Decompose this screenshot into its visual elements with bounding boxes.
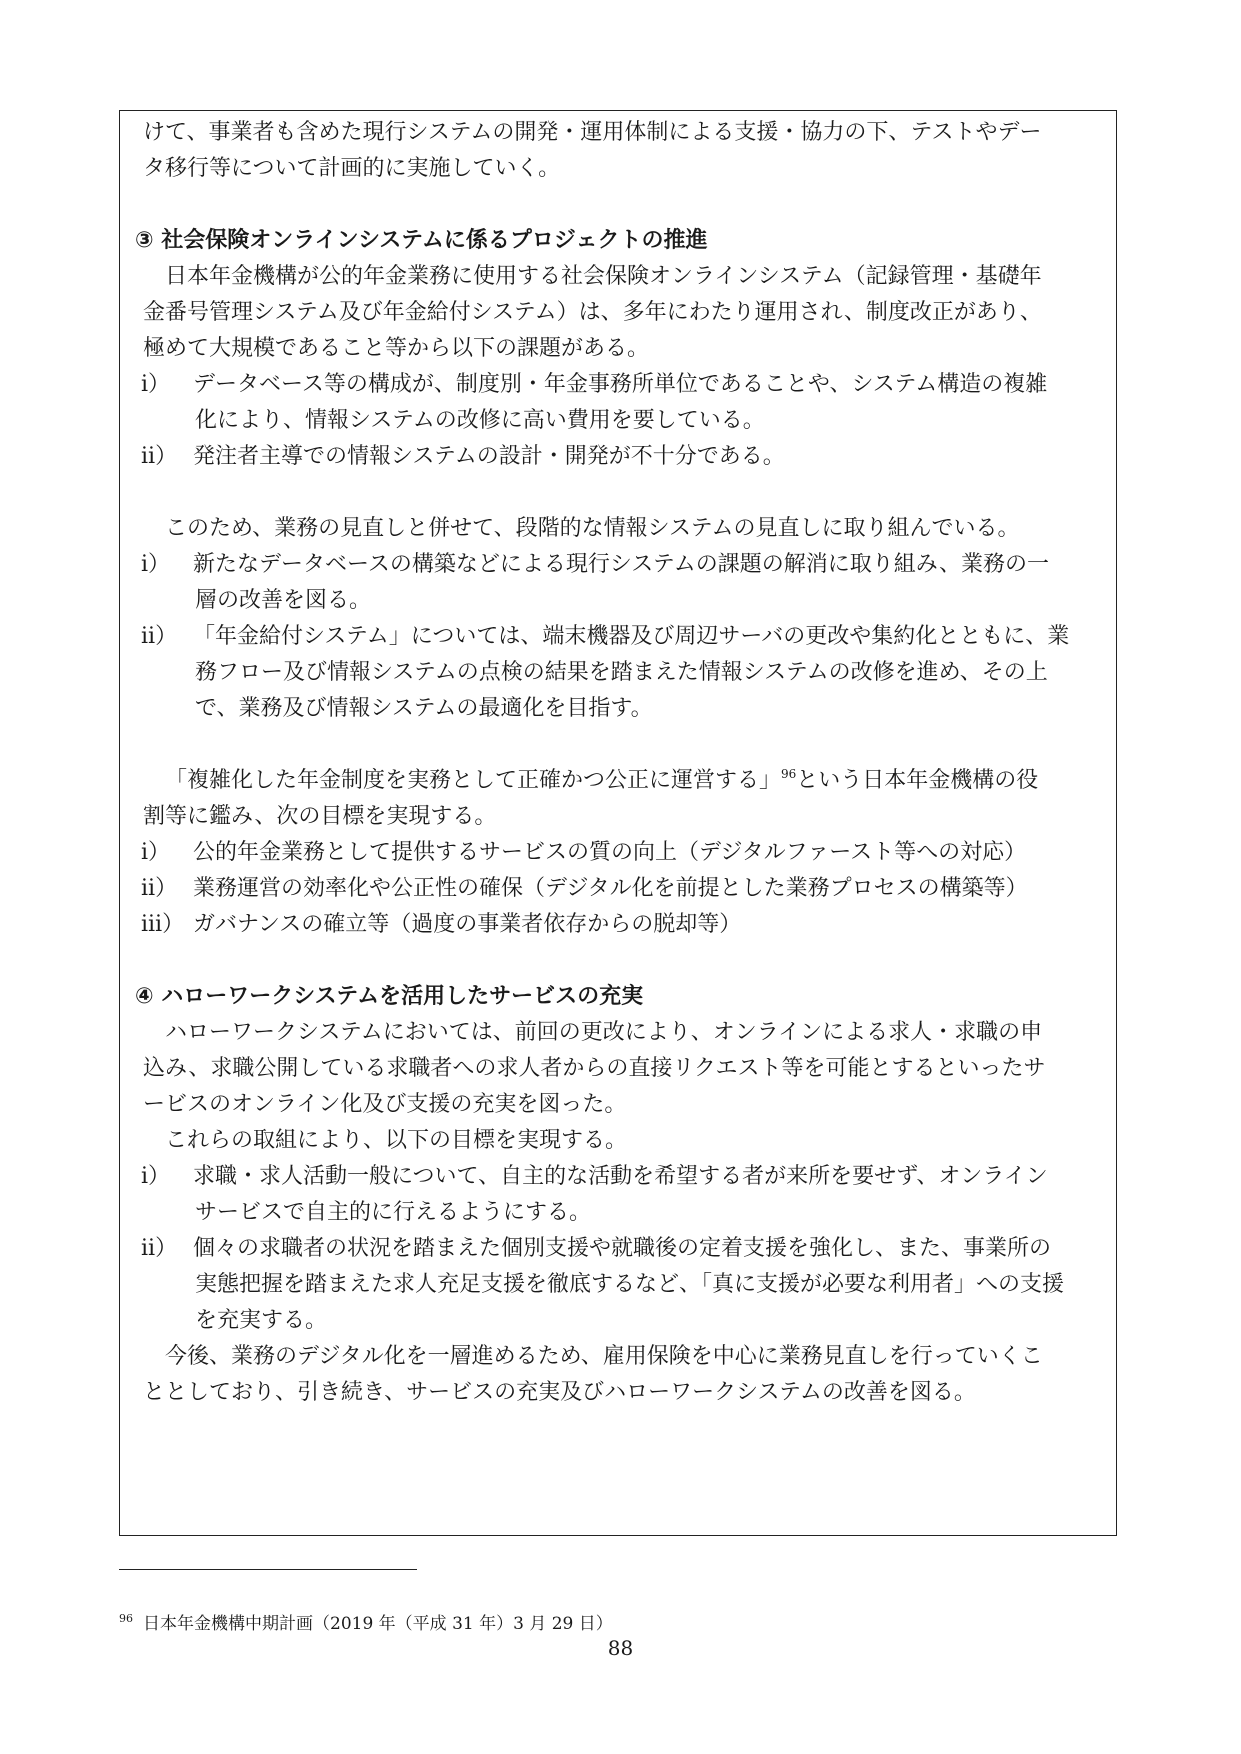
section3-goal-1: ⅰ） 公的年金業務として提供するサービスの質の向上（デジタルファースト等への対応） (141, 840, 1027, 865)
section3-measure-2-cont-1: 務フロー及び情報システムの点検の結果を踏まえた情報システムの改修を進め、その上 (195, 660, 1048, 685)
section4-goal-1-cont: サービスで自主的に行えるようにする。 (195, 1200, 592, 1225)
section3-issue-2: ⅱ） 発注者主導での情報システムの設計・開発が不十分である。 (141, 444, 785, 469)
section4-goal-2-cont-2: を充実する。 (195, 1308, 328, 1333)
intro-line-1: けて、事業者も含めた現行システムの開発・運用体制による支援・協力の下、テストやデー (143, 120, 1042, 145)
section3-para1-line-2: 金番号管理システム及び年金給付システム）は、多年にわたり運用され、制度改正があり、 (143, 300, 1042, 325)
content-box (119, 110, 1117, 1536)
section4-goal-1: ⅰ） 求職・求人活動一般について、自主的な活動を希望する者が来所を要せず、オンライン (141, 1164, 1048, 1189)
footnote (119, 1609, 613, 1634)
section3-para1-line-1: 日本年金機構が公的年金業務に使用する社会保険オンラインシステム（記録管理・基礎年 (165, 264, 1042, 289)
section3-heading: ③ 社会保険オンラインシステムに係るプロジェクトの推進 (135, 228, 708, 253)
section4-para3-line-1: 今後、業務のデジタル化を一層進めるため、雇用保険を中心に業務見直しを行っていくこ (165, 1344, 1043, 1369)
section4-para1-line-3: ービスのオンライン化及び支援の充実を図った。 (143, 1092, 627, 1117)
section3-measure-1: ⅰ） 新たなデータベースの構築などによる現行システムの課題の解消に取り組み、業務の一 (141, 552, 1050, 577)
footnote-number: 96 (119, 1612, 133, 1625)
section4-para3-line-2: ととしており、引き続き、サービスの充実及びハローワークシステムの改善を図る。 (143, 1380, 976, 1405)
section3-measure-1-cont: 層の改善を図る。 (195, 588, 372, 613)
section3-measure-2: ⅱ） 「年金給付システム」については、端末機器及び周辺サーバの更改や集約化とともに、業 (141, 624, 1070, 649)
footnote-divider (119, 1569, 417, 1570)
section3-para3-line-2: 割等に鑑み、次の目標を実現する。 (143, 804, 497, 829)
page-number: 88 (607, 1636, 634, 1660)
section3-issue-1: ⅰ） データベース等の構成が、制度別・年金事務所単位であることや、システム構造の複雑 (141, 372, 1048, 397)
section4-para1-line-1: ハローワークシステムにおいては、前回の更改により、オンラインによる求人・求職の申 (165, 1020, 1043, 1045)
section3-para2: このため、業務の見直しと併せて、段階的な情報システムの見直しに取り組んでいる。 (165, 516, 1020, 541)
section4-goal-2: ⅱ） 個々の求職者の状況を踏まえた個別支援や就職後の定着支援を強化し、また、事業所の (141, 1236, 1052, 1261)
section4-heading: ④ ハローワークシステムを活用したサービスの充実 (135, 984, 644, 1009)
section3-goal-2: ⅱ） 業務運営の効率化や公正性の確保（デジタル化を前提とした業務プロセスの構築等） (141, 876, 1028, 901)
footnote-text: 日本年金機構中期計画（2019 年（平成 31 年）3 月 29 日） (143, 1614, 613, 1634)
section3-measure-2-cont-2: で、業務及び情報システムの最適化を目指す。 (195, 696, 653, 721)
intro-line-2: タ移行等について計画的に実施していく。 (143, 156, 561, 181)
footnote-ref: 96 (781, 767, 797, 781)
section4-para1-line-2: 込み、求職公開している求職者への求人者からの直接リクエスト等を可能とするといったサ (143, 1056, 1046, 1081)
section4-para2: これらの取組により、以下の目標を実現する。 (165, 1128, 628, 1153)
section3-issue-1-cont: 化により、情報システムの改修に高い費用を要している。 (195, 408, 765, 433)
section3-para3-line-1: 「複雑化した年金制度を実務として正確かつ公正に運営する」$^{96}$という日本年金機構の役 (165, 767, 1039, 793)
section3-para1-line-3: 極めて大規模であること等から以下の課題がある。 (143, 336, 650, 361)
section4-goal-2-cont-1: 実態把握を踏まえた求人充足支援を徹底するなど、「真に支援が必要な利用者」への支援 (195, 1272, 1065, 1297)
section3-goal-3: ⅲ） ガバナンスの確立等（過度の事業者依存からの脱却等） (141, 912, 742, 937)
